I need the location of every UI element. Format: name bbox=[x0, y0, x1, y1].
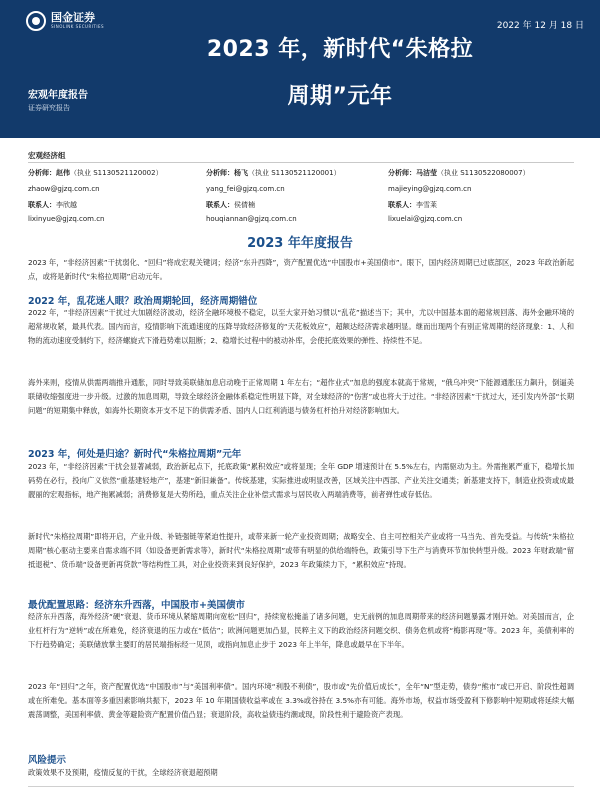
section-2-paragraph-1: 2023 年，“非经济因素”干扰会显著减弱，政治新起点下，托底政策“累积效应”或将显现；全年 GDP 增速预计在 5.5%左右，内需驱动为主。外需拖累严重下，稳增长加码势在必行，投向广义依然“重基建轻地产”，基建“新旧兼备”。传统基建，实际推进或明显改善，区域关注中西部、产业关注交通类；新基建支持下，制造业投资或成最靓丽的宏观指标，地产拖累减弱；消费修复是大势所趋，重点关注企业补偿式需求与居民收入两端消费等，前者弹性或存低估。 bbox=[28, 462, 574, 499]
section-1-paragraph-1: 2022 年，“非经济因素”干扰过大加剧经济波动，经济全融环境极不稳定，以至大家开始习惯以“乱花”描述当下；其中，尤以中国基本面的超常规回落、海外金融环境的超常规收紧，最具代表。国内而言，疫情影响下流通速度的压降导致经济修复的“天花板效应”，超额达经济需求越明显。继而出现两个有别正常周期的经济现象：1、人和物的流动速度受制约下，经济螺旋式下滑趋势难以阻断；2、稳增长过程中的被动补库，会使托底效果的弹性、持续性不足。 bbox=[28, 308, 574, 345]
section-2-heading: 2023 年，何处是归途？新时代“朱格拉周期”元年 bbox=[28, 449, 242, 460]
report-header bbox=[0, 0, 600, 138]
contact-1 bbox=[28, 200, 77, 210]
contact-2-email[interactable]: houqiannan@gjzq.com.cn bbox=[206, 215, 297, 223]
section-2-paragraph-2: 新时代“朱格拉周期”即将开启，产业升级、补链强链等紧迫性提升，或带来新一轮产业投资周期；战略安全、自主可控相关产业或将一马当先、首先受益。与传统“朱格拉周期”核心驱动主要来自需求端不同（如设备更新需求等），新时代“朱格拉周期”或带有明显的供给端特色，政策引导下生产与消费环节加快转型升级。2023 年财政端“留抵退税”、货币端“设备更新再贷款”等结构性工具，对企业投资来到良好保护，2023 年政策续力下，“累积效应”持现。 bbox=[28, 532, 574, 569]
contact-3-email[interactable]: lixuelai@gjzq.com.cn bbox=[388, 215, 463, 223]
risk-text: 政策效果不及预期，疫情反复的干扰，全球经济衰退超预期 bbox=[28, 768, 218, 777]
report-department: 证券研究报告 bbox=[28, 104, 70, 112]
contact-role: 联系人： bbox=[206, 201, 234, 209]
contact-2 bbox=[206, 200, 255, 210]
footer-divider bbox=[28, 786, 574, 787]
contact-name: 侯倩楠 bbox=[234, 201, 255, 209]
analyst-license: （执业 S1130521120001） bbox=[248, 169, 341, 177]
report-title: 2023 年年度报告 bbox=[247, 236, 353, 251]
contact-role: 联系人： bbox=[388, 201, 416, 209]
team-divider bbox=[28, 162, 574, 163]
intro-paragraph: 2023 年，“非经济因素”干扰弱化、“回归”将成宏观关键词；经济“东升西降”，资产配置优选“中国股市+美国债市”。眼下，国内经济周期已过底部区，2023 年政治新起点，或将是新时代“朱格拉周期”启动元年。 bbox=[28, 258, 574, 281]
analyst-2-email[interactable]: yang_fei@gjzq.com.cn bbox=[206, 185, 285, 193]
analyst-name: 马洁莹 bbox=[416, 169, 437, 177]
team-name: 宏观经济组 bbox=[28, 151, 66, 160]
analyst-2 bbox=[206, 168, 341, 178]
company-name: 国金证券 bbox=[51, 11, 95, 24]
section-3-paragraph-2: 2023 年“回归”之年，资产配置优选“中国股市”与“美国利率债”。国内环境“利股不利债”，股市或“先价值后成长”，全年“N”型走势，债券“熊市”或已开启、阶段性超调或在所难免。基本面等多重因素影响共振下，2023 年 10 年期国债收益率或在 3.3%或谷持在 3.5%亦有可能。海外市场，权益市场受盈利下修影响中短期或将延续大幅震荡调整，美国利率债、黄金等避险资产配置价值凸显；衰退阶段，高收益债违约潮或现，阶段性利于避险资产表现。 bbox=[28, 682, 574, 719]
analyst-role: 分析师： bbox=[388, 169, 416, 177]
contact-role: 联系人： bbox=[28, 201, 56, 209]
risk-heading: 风险提示 bbox=[28, 755, 67, 766]
analyst-license: （执业 S1130522080007） bbox=[437, 169, 530, 177]
analyst-3-email[interactable]: majieying@gjzq.com.cn bbox=[388, 185, 472, 193]
section-3-heading: 最优配置思路：经济东升西落，中国股市+美国债市 bbox=[28, 600, 245, 611]
analyst-role: 分析师： bbox=[206, 169, 234, 177]
report-main-title-line1: 2023 年，新时代“朱格拉 bbox=[206, 37, 474, 62]
analyst-role: 分析师： bbox=[28, 169, 56, 177]
section-1-paragraph-2: 海外来则，疫情从供需两端推升通胀，同时导致美联储加息启动晚于正常周期 1 年左右；“超作业式”加息的强度本就高于常规，“俄乌冲突”下能源通胀压力飙升，倒逼美联储收缩强度进一步升级。过激的加息周期，导致全球经济金融体系稳定性明显下降，对全球经济的“伤害”或也将大于过往。“非经济因素”干扰过大，还引发内外部“长期问题”的短期集中释放，如海外长期资本开支不足下的供需矛盾、国内人口红利消退与债务杠杆抬升对经济影响加大。 bbox=[28, 378, 574, 415]
report-date: 2022 年 12 月 18 日 bbox=[496, 21, 584, 31]
analyst-1-email[interactable]: zhaow@gjzq.com.cn bbox=[28, 185, 100, 193]
contact-1-email[interactable]: lixinyue@gjzq.com.cn bbox=[28, 215, 105, 223]
analyst-license: （执业 S1130521120002） bbox=[70, 169, 163, 177]
analyst-3 bbox=[388, 168, 530, 178]
company-name-en: SINOLINK SECURITIES bbox=[51, 24, 105, 29]
analyst-name: 赵伟 bbox=[56, 169, 70, 177]
section-3-paragraph-1: 经济东升西落，海外经济“硬”衰退、货币环境从紧缩周期向宽松“回归”，持续宽松掩盖了诸多问题，史无前例的加息周期带来的经济问题暴露才刚开始。对美国而言，企业杠杆行为“逆转”或在所难免，经济衰退的压力或在“低估”；欧洲问题更加凸显，民粹主义下的政治经济问题交织、债务危机或将“梅影再现”等。2023 年，美债利率的下行趋势确定；美联储放掌主要盯的居民端指标经一见顶，或指向加息止步于 2023 年上半年，降息或最早在下半年。 bbox=[28, 612, 574, 649]
contact-name: 李雪莱 bbox=[416, 201, 437, 209]
analyst-name: 杨飞 bbox=[234, 169, 248, 177]
contact-name: 李欣越 bbox=[56, 201, 77, 209]
report-type: 宏观年度报告 bbox=[28, 90, 88, 101]
report-main-title-line2: 周期”元年 bbox=[287, 84, 393, 109]
contact-3 bbox=[388, 200, 437, 210]
company-logo-icon bbox=[26, 11, 46, 31]
section-1-heading: 2022 年，乱花迷人眼？政治周期轮回，经济周期错位 bbox=[28, 296, 258, 307]
analyst-1 bbox=[28, 168, 163, 178]
company-logo bbox=[26, 11, 104, 31]
